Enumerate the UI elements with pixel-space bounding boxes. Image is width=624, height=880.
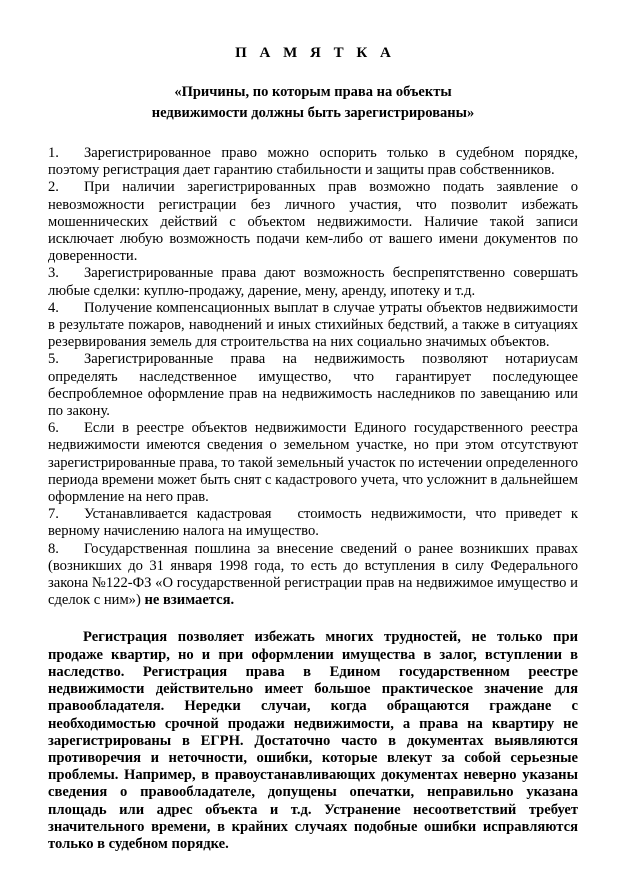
- numbered-list: [48, 124, 578, 609]
- list-item-number: 5.: [48, 351, 59, 368]
- list-item-number: 8.: [48, 540, 59, 557]
- list-item-text-part-1: Устанавливается кадастровая: [84, 506, 272, 523]
- list-item-number: 6.: [48, 420, 59, 437]
- list-item-number: 1.: [48, 145, 59, 161]
- list-item-text-part-2: стоимость недвижимости, что приведет к верному начислению налога на имущество.: [48, 506, 578, 540]
- list-item-text: Зарегистрированное право можно оспорить только в судебном порядке, поэтому регистрация дает гарантию стабильности и защиты прав собственников.: [48, 145, 578, 179]
- list-item-text: Государственная пошлина за внесение сведений о ранее возникших правах (возникших до 31 января 1998 года, то есть до вступления в силу Федерального закона №122-ФЗ «О государственной регистрации прав на недвижимое имущество и сделок с ним»): [48, 540, 578, 609]
- list-item-text: Зарегистрированные права дают возможность беспрепятственно совершать любые сделки: куплю-продажу, дарение, мену, аренду, ипотеку и т.д.: [48, 265, 578, 299]
- subtitle-line-2: недвижимости должны быть зарегистрированы»: [151, 105, 475, 121]
- list-item-text: При наличии зарегистрированных прав возможно подать заявление о невозможности регистрации без личного участия, что позволит избежать мошеннических действий с объектом недвижимости. Наличие такой записи исключает любую возможность подачи кем-либо от вашего имени документов по доверенности.: [48, 179, 578, 265]
- list-item-text: Если в реестре объектов недвижимости Единого государственного реестра недвижимости имеются сведения о земельном участке, но при этом отсутствуют зарегистрированные права, то такой земельный участок по истечении определенного периода времени может быть снят с кадастрового учета, что усложнит в дальнейшем оформление на него прав.: [48, 420, 578, 506]
- list-item-text: Зарегистрированные права на недвижимость позволяют нотариусам определять наследственное имущество, что гарантирует последующее беспроблемное оформление прав на недвижимость наследников по завещанию или по закону.: [48, 351, 578, 420]
- list-item-number: 4.: [48, 299, 59, 316]
- document-subtitle: [48, 62, 578, 124]
- list-item: [48, 541, 578, 610]
- list-item-number: 3.: [48, 265, 59, 282]
- list-item-emphasis: не взимается.: [144, 592, 235, 609]
- subtitle-line-1: «Причины, по которым права на объекты: [174, 84, 452, 100]
- list-item: [48, 179, 578, 265]
- page-title: П А М Я Т К А: [235, 45, 396, 61]
- list-item: [48, 351, 578, 420]
- list-item-text: Получение компенсационных выплат в случае утраты объектов недвижимости в результате пожаров, наводнений и иных стихийных бедствий, а также в ситуациях резервирования земель для строительства на них социально значимых объектов.: [48, 299, 578, 351]
- list-item: [48, 300, 578, 352]
- list-item-number: 2.: [48, 179, 59, 196]
- list-item: [48, 265, 578, 299]
- list-item: [48, 506, 578, 540]
- list-item-number: 7.: [48, 506, 59, 523]
- closing-paragraph: Регистрация позволяет избежать многих трудностей, не только при продаже квартир, но и при оформлении имущества в залог, вступлении в наследство. Регистрация права в Едином государственном реестре недвижимости действительно имеет большое практическое значение для правообладателя. Нередки случаи, когда обращаются граждане с необходимостью срочной продажи недвижимости, а права на квартиру не зарегистрированы в ЕГРН. Достаточно часто в документах выявляются противоречия и неточности, ошибки, которые влекут за собой серьезные проблемы. Например, в правоустанавливающих документах неверно указаны сведения о правообладателе, допущены опечатки, неправильно указана площадь или адрес объекта и т.д. Устранение несоответствий требует значительного времени, в крайних случаях подобные ошибки исправляются только в судебном порядке.: [48, 629, 578, 852]
- list-item: [48, 420, 578, 506]
- document-content: [48, 0, 578, 853]
- list-item: [48, 145, 578, 179]
